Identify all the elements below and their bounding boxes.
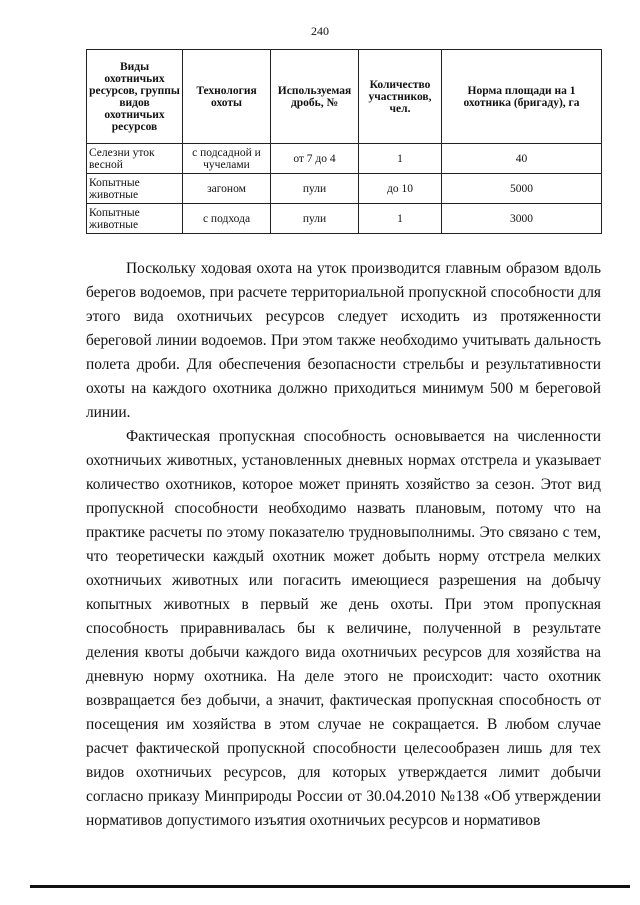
table-cell: с подхода: [183, 204, 271, 234]
table-row: [87, 204, 602, 234]
paragraph: Фактическая пропускная способность основывается на численности охотничьих животных, установленных дневных нормах отстрела и указывает количество охотников, которое может принять хозяйство за сезон. Этот вид пропускной способности необходимо назвать плановым, потому что на практике расчеты по этому показателю трудновыполнимы. Это связано с тем, что теоретически каждый охотник может добыть норму отстрела мелких охотничьих животных или погасить имеющиеся разрешения на добычу копытных животных в первый же день охоты. При этом пропускная способность приравнивалась бы к величине, полученной в результате деления квоты добычи каждого вида охотничьих ресурсов для хозяйства на дневную норму охотника. На деле этого не происходит: часто охотник возвращается без добычи, а значит, фактическая пропускная способность от посещения им хозяйства в этом случае не сокращается. В любом случае расчет фактической пропускной способности целесообразен лишь для тех видов охотничьих ресурсов, для которых утверждается лимит добычи согласно приказу Минприроды России от 30.04.2010 №138 «Об утверждении нормативов допустимого изъятия охотничьих ресурсов и нормативов: [86, 428, 601, 829]
paragraph: Поскольку ходовая охота на уток производится главным образом вдоль берегов водоемов, при расчете территориальной пропускной способности для этого вида охотничьих ресурсов следует исходить из протяженности береговой линии водоемов. При этом также необходимо учитывать дальность полета дроби. Для обеспечения безопасности стрельбы и результативности охоты на каждого охотника должно приходиться минимум 500 м береговой линии.: [86, 260, 601, 421]
header-area-norm: Норма площади на 1 охотника (бригаду), га: [442, 50, 602, 144]
hunting-norms-table: [86, 49, 602, 234]
header-shot-size: Используемая дробь, №: [271, 50, 359, 144]
table-cell: до 10: [359, 174, 442, 204]
table-cell: 1: [359, 204, 442, 234]
bottom-border-line: [30, 885, 630, 888]
page-number: 240: [311, 24, 329, 38]
table-cell: Копытные животные: [87, 204, 183, 234]
table-cell: 40: [442, 144, 602, 174]
table-cell: от 7 до 4: [271, 144, 359, 174]
table-cell: пули: [271, 174, 359, 204]
table-cell: 5000: [442, 174, 602, 204]
table-row: [87, 174, 602, 204]
header-hunting-technology: Технология охоты: [183, 50, 271, 144]
table-cell: 1: [359, 144, 442, 174]
header-participants: Количество участников, чел.: [359, 50, 442, 144]
table-cell: Селезни уток весной: [87, 144, 183, 174]
table-cell: Копытные животные: [87, 174, 183, 204]
table-header-row: [87, 50, 602, 144]
table-row: [87, 144, 602, 174]
header-resource-type: Виды охотничьих ресурсов, группы видов охотничьих ресурсов: [87, 50, 183, 144]
table-cell: 3000: [442, 204, 602, 234]
table-cell: пули: [271, 204, 359, 234]
table-cell: загоном: [183, 174, 271, 204]
body-text: [86, 257, 601, 833]
table-cell: с подсадной и чучелами: [183, 144, 271, 174]
